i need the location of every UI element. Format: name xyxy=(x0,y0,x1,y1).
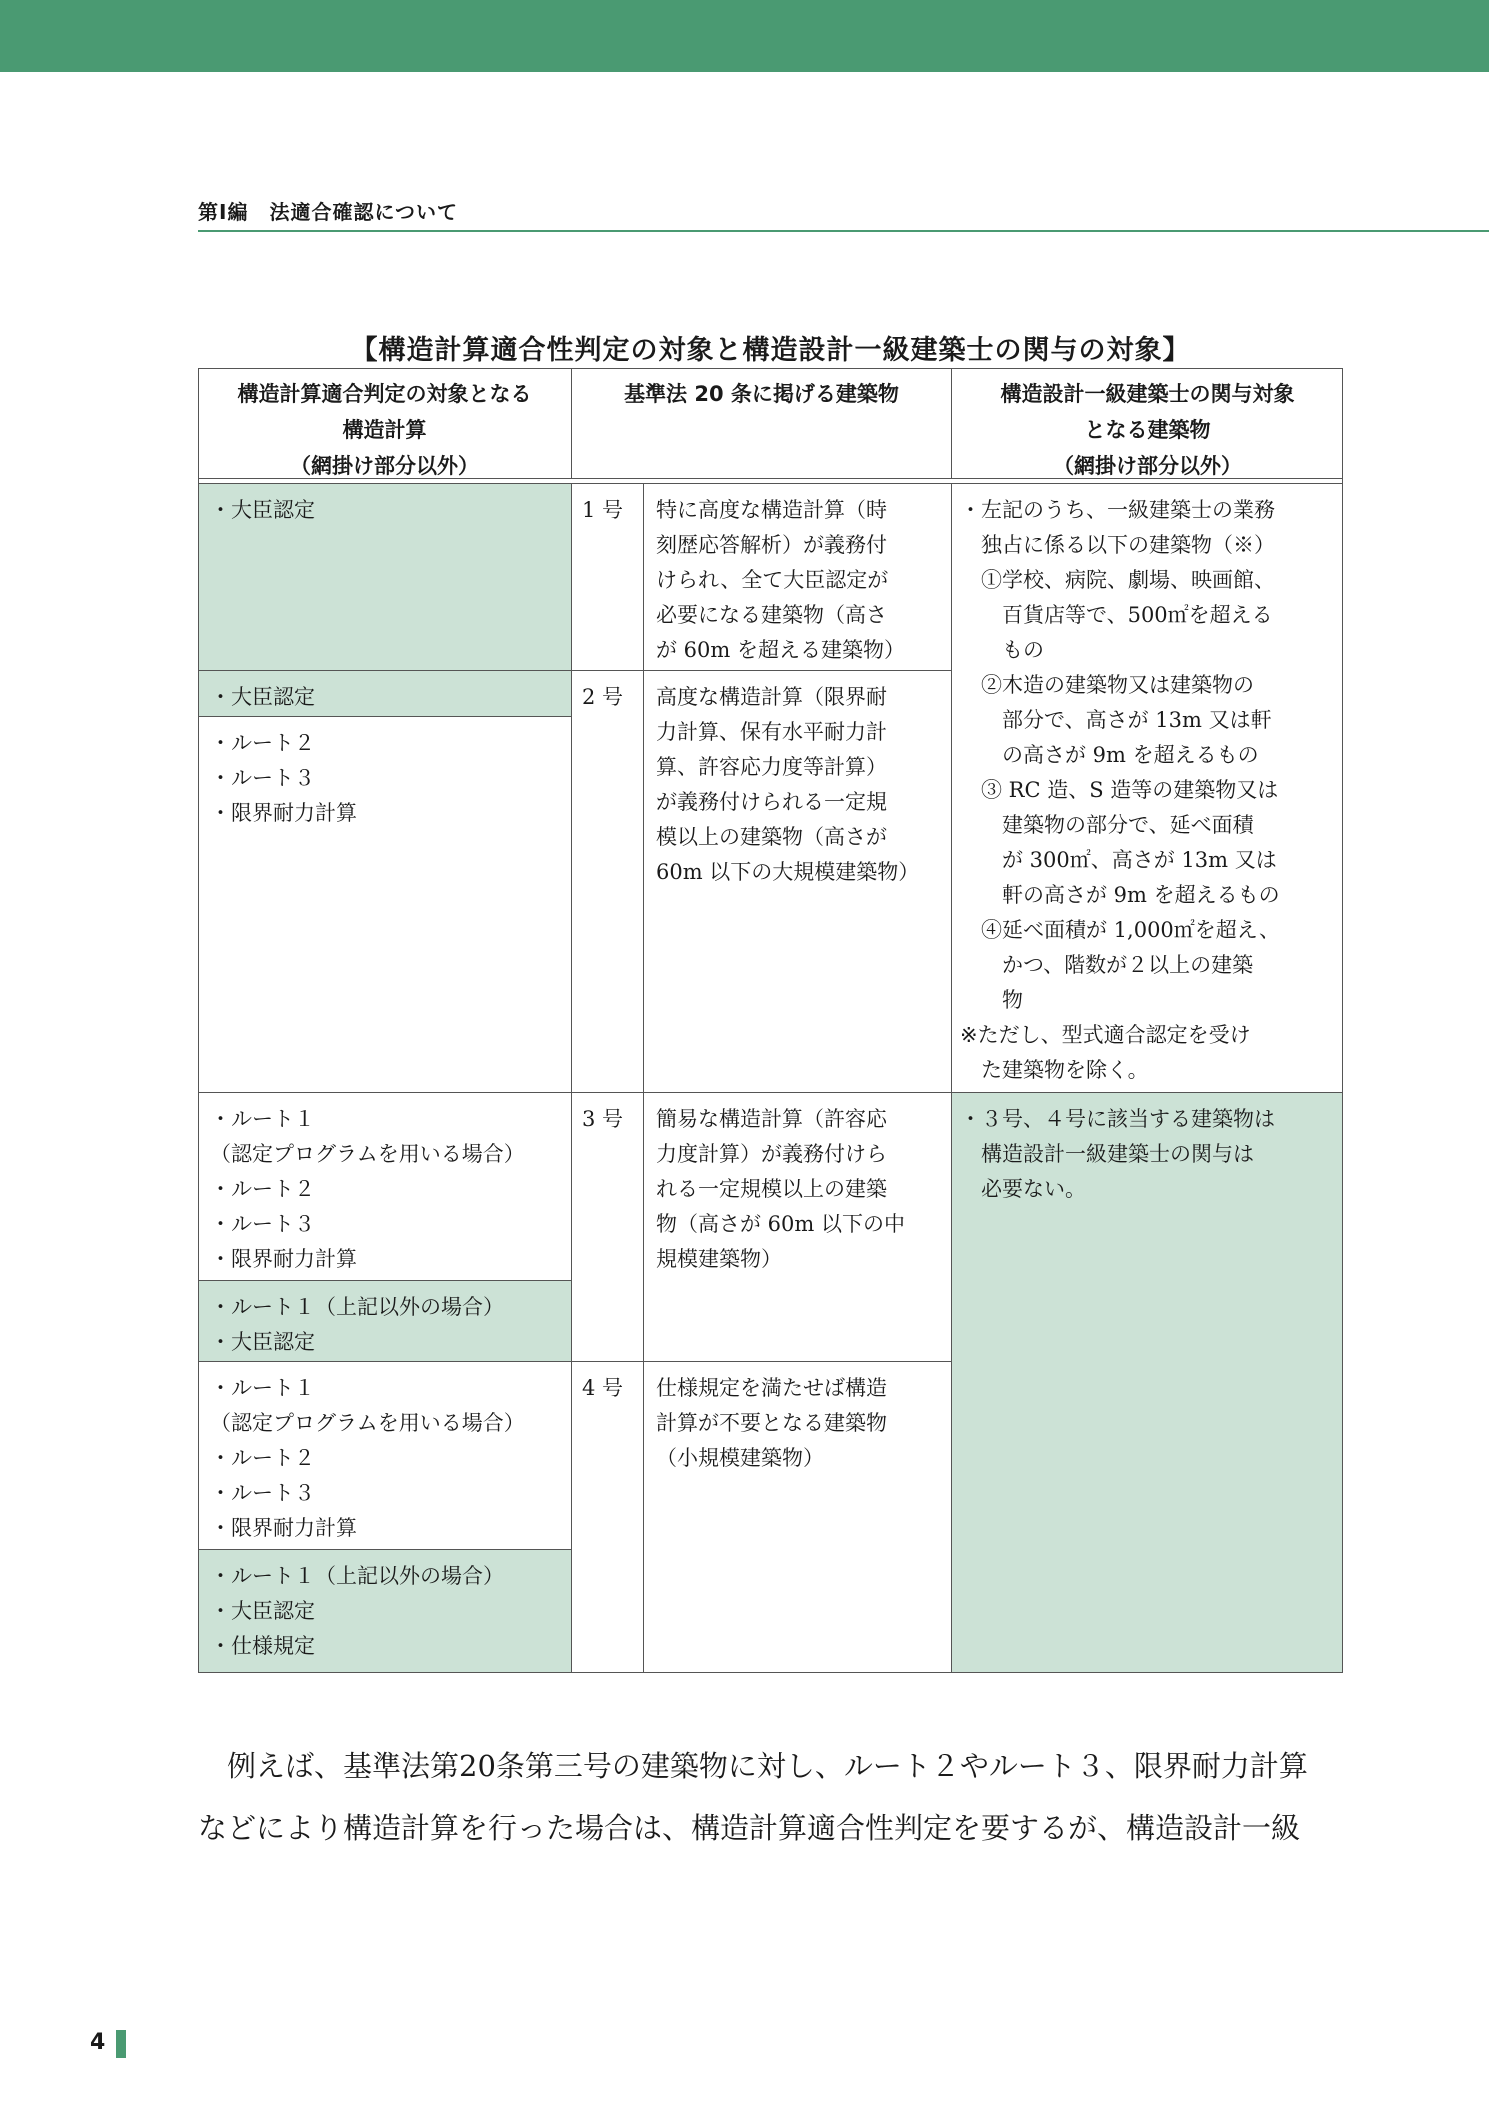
description-3: 簡易な構造計算（許容応 力度計算）が義務付けら れる一定規模以上の建築 物（高さが 60m 以下の中 規模建築物） xyxy=(643,1092,951,1361)
header-col2: 基準法 20 条に掲げる建築物 xyxy=(571,368,951,478)
page-number: 4 xyxy=(90,2030,106,2055)
col1-row3-shaded: ・ルート１（上記以外の場合） ・大臣認定 xyxy=(198,1280,571,1361)
classification-table xyxy=(198,368,1343,1673)
chapter-header: 第Ⅰ編 法適合確認について xyxy=(198,200,459,224)
col1-row4-plain: ・ルート１ （認定プログラムを用いる場合） ・ルート２ ・ルート３ ・限界耐力計算 xyxy=(198,1361,571,1549)
top-color-band xyxy=(0,0,1489,72)
col1-row2-plain: ・ルート２ ・ルート３ ・限界耐力計算 xyxy=(198,716,571,1092)
header-col3: 構造設計一級建築士の関与対象 となる建築物 （網掛け部分以外） xyxy=(951,368,1343,478)
body-paragraph xyxy=(198,1735,1343,1859)
col1-row4-shaded: ・ルート１（上記以外の場合） ・大臣認定 ・仕様規定 xyxy=(198,1549,571,1673)
table-title: 【構造計算適合性判定の対象と構造設計一級建築士の関与の対象】 xyxy=(350,335,1191,366)
col1-row3-plain: ・ルート１ （認定プログラムを用いる場合） ・ルート２ ・ルート３ ・限界耐力計算 xyxy=(198,1092,571,1280)
col1-row2-shaded: ・大臣認定 xyxy=(198,670,571,716)
number-3: 3 号 xyxy=(571,1092,643,1361)
number-2: 2 号 xyxy=(571,670,643,1092)
page-number-marker xyxy=(116,2030,126,2058)
description-2: 高度な構造計算（限界耐 力計算、保有水平耐力計 算、許容応力度等計算） が義務付けられる一定規 模以上の建築物（高さが 60m 以下の大規模建築物） xyxy=(643,670,951,1092)
description-1: 特に高度な構造計算（時 刻歴応答解析）が義務付 けられ、全て大臣認定が 必要になる建築物（高さ が 60m を超える建築物） xyxy=(643,484,951,670)
col1-row1-shaded: ・大臣認定 xyxy=(198,484,571,670)
body-line-2: などにより構造計算を行った場合は、構造計算適合性判定を要するが、構造設計一級 xyxy=(198,1811,1301,1845)
body-line-1: 例えば、基準法第20条第三号の建築物に対し、ルート２やルート３、限界耐力計算 xyxy=(198,1749,1308,1783)
number-4: 4 号 xyxy=(571,1361,643,1673)
col3-upper: ・左記のうち、一級建築士の業務 独占に係る以下の建築物（※） ①学校、病院、劇場、映画館、 百貨店等で、500㎡を超える もの ②木造の建築物又は建築物の 部分で、高さが 13m 又は軒 の高さが 9m を超えるもの ③ RC 造、S 造等の建築物又は 建築物の部分で、延べ面積 が 300㎡、高さが 13m 又は 軒の高さが 9m を超えるもの ④延べ面積が 1,000㎡を超え、 かつ、階数が２以上の建築 物 ※ただし、型式適合認定を受け た建築物を除く。 xyxy=(951,484,1343,1092)
col3-lower-shaded: ・３号、４号に該当する建築物は 構造設計一級建築士の関与は 必要ない。 xyxy=(951,1092,1343,1673)
header-col1: 構造計算適合判定の対象となる 構造計算 （網掛け部分以外） xyxy=(237,382,532,478)
description-4: 仕様規定を満たせば構造 計算が不要となる建築物 （小規模建築物） xyxy=(643,1361,951,1673)
number-1: 1 号 xyxy=(571,484,643,670)
chapter-rule xyxy=(198,230,1489,232)
